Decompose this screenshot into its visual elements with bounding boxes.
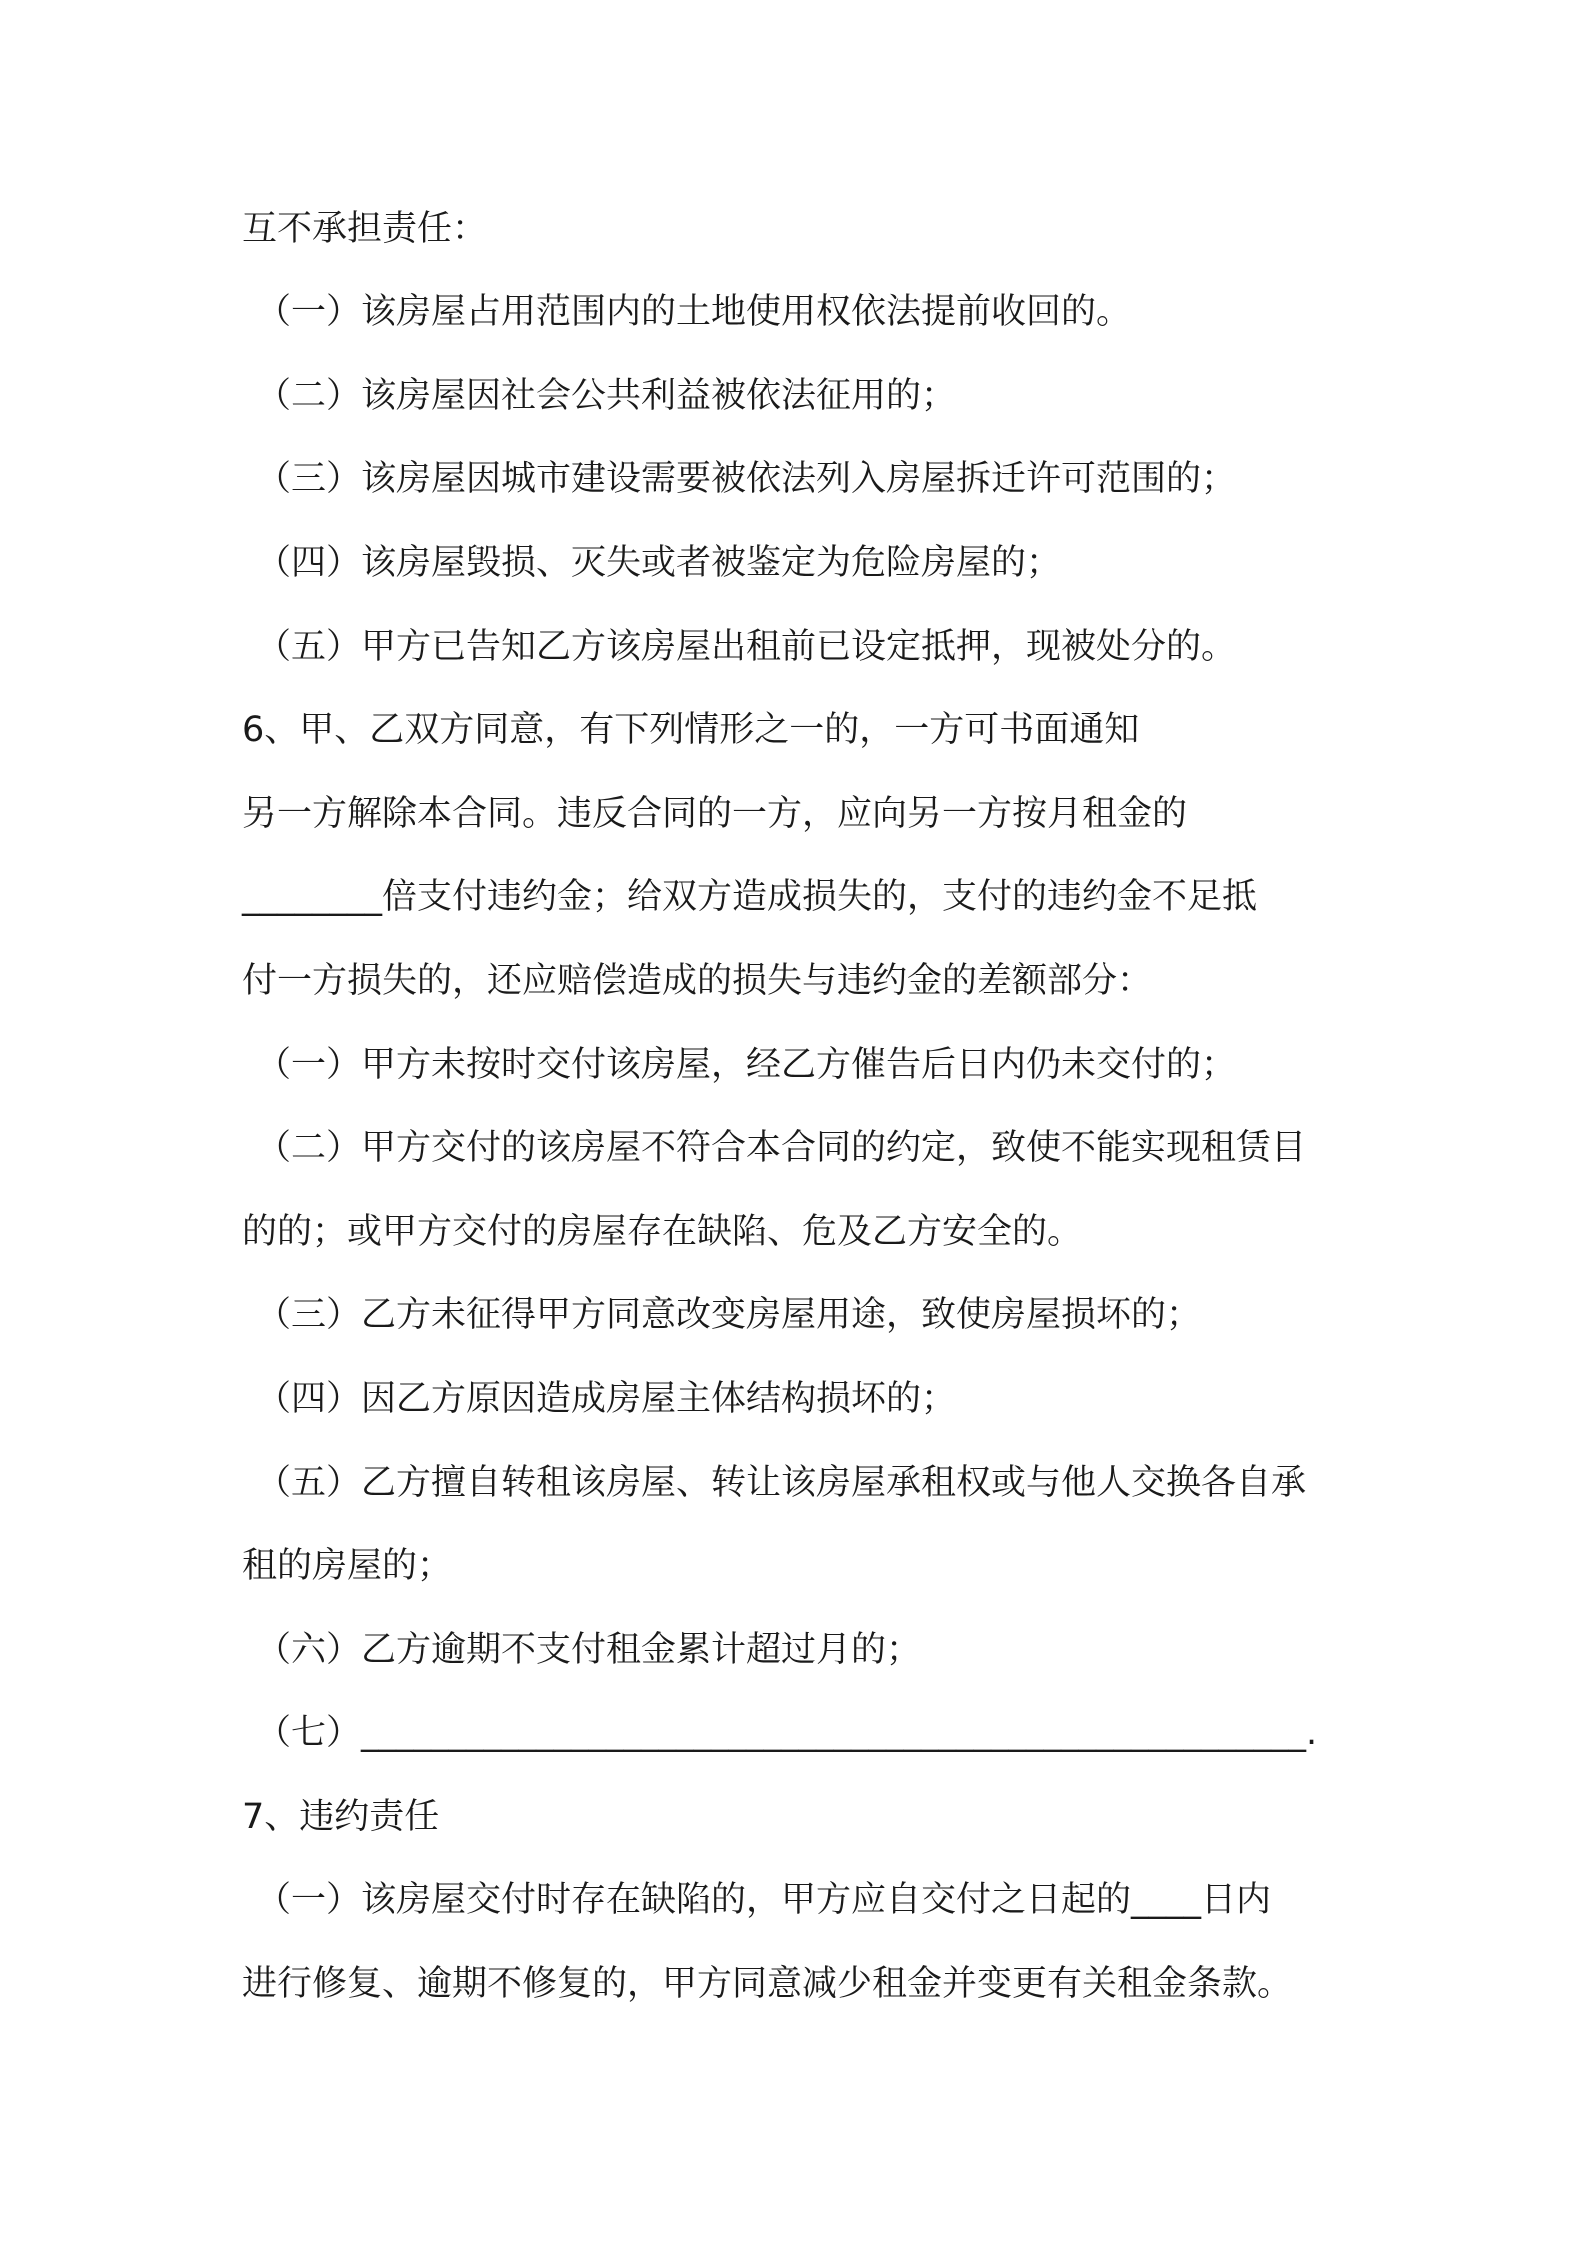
text-line: （二）甲方交付的该房屋不符合本合同的约定，致使不能实现租赁目 bbox=[256, 1128, 1307, 1168]
text-line: 的的；或甲方交付的房屋存在缺陷、危及乙方安全的。 bbox=[242, 1212, 1083, 1252]
section-heading: 7、违约责任 bbox=[242, 1797, 440, 1837]
text-line: （一）甲方未按时交付该房屋，经乙方催告后日内仍未交付的； bbox=[256, 1045, 1237, 1085]
text-line: （二）该房屋因社会公共利益被依法征用的； bbox=[256, 376, 957, 416]
text-line: 另一方解除本合同。违反合同的一方，应向另一方按月租金的 bbox=[242, 794, 1188, 834]
text-line: 6、甲、乙双方同意，有下列情形之一的，一方可书面通知 bbox=[242, 710, 1140, 750]
text-line: ________倍支付违约金；给双方造成损失的，支付的违约金不足抵 bbox=[242, 877, 1258, 917]
text-line: （七）______________________________________________________. bbox=[256, 1713, 1318, 1753]
text-line: （五）乙方擅自转租该房屋、转让该房屋承租权或与他人交换各自承 bbox=[256, 1463, 1307, 1503]
text-line: （一）该房屋占用范围内的土地使用权依法提前收回的。 bbox=[256, 292, 1132, 332]
text-line: （四）因乙方原因造成房屋主体结构损坏的； bbox=[256, 1379, 957, 1419]
text-line: （五）甲方已告知乙方该房屋出租前已设定抵押，现被处分的。 bbox=[256, 627, 1237, 667]
text-line: （三）乙方未征得甲方同意改变房屋用途，致使房屋损坏的； bbox=[256, 1295, 1202, 1335]
text-line: 互不承担责任： bbox=[242, 209, 488, 249]
text-line: （六）乙方逾期不支付租金累计超过月的； bbox=[256, 1630, 922, 1670]
text-line: （四）该房屋毁损、灭失或者被鉴定为危险房屋的； bbox=[256, 543, 1062, 583]
text-line: （一）该房屋交付时存在缺陷的，甲方应自交付之日起的____日内 bbox=[256, 1880, 1272, 1920]
text-line: 进行修复、逾期不修复的，甲方同意减少租金并变更有关租金条款。 bbox=[242, 1964, 1293, 2004]
text-line: 租的房屋的； bbox=[242, 1546, 453, 1586]
text-line: （三）该房屋因城市建设需要被依法列入房屋拆迁许可范围的； bbox=[256, 459, 1237, 499]
text-line: 付一方损失的，还应赔偿造成的损失与违约金的差额部分： bbox=[242, 961, 1153, 1001]
